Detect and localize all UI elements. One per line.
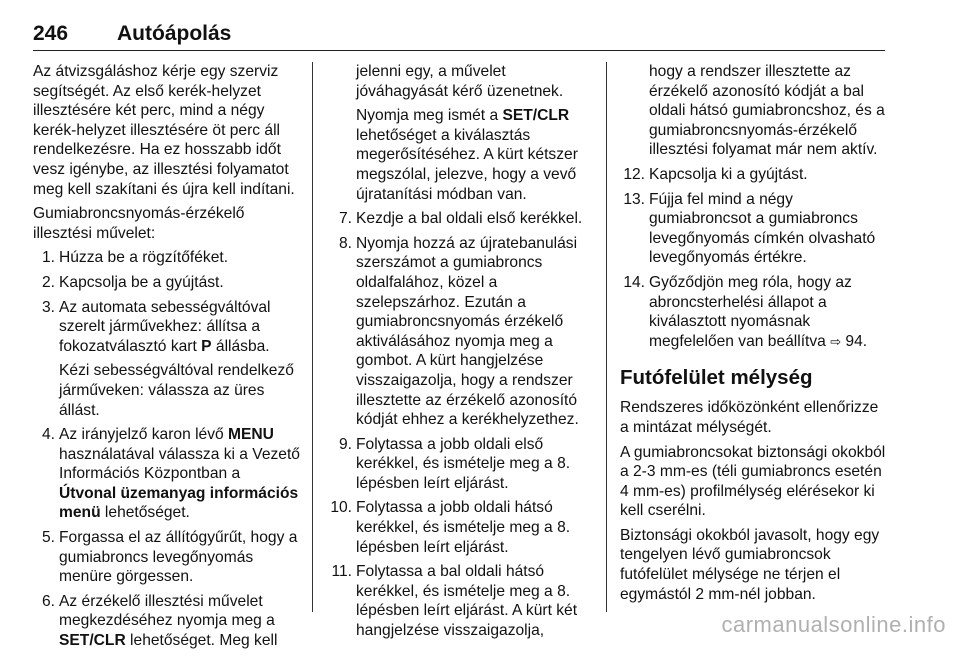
menu-name: Útvonal üzemanyag információs menü: [59, 484, 299, 522]
step-text: Folytassa a jobb oldali hátsó kerékkel, és ismételje meg a 8. lépésben leírt eljárást.: [356, 499, 571, 556]
procedure-steps: [33, 248, 301, 356]
step-text: [649, 273, 888, 352]
step-8: [329, 234, 591, 430]
watermark: carmanualsonline.info: [721, 612, 946, 637]
text-run: lehetőséget.: [100, 504, 190, 522]
column-divider-2: [606, 62, 607, 612]
step-4: [33, 425, 301, 523]
page-reference-arrow-icon: ⇨: [830, 334, 842, 350]
step-9: [329, 435, 591, 494]
step-text: Kapcsolja be a gyújtást.: [59, 273, 224, 291]
procedure-steps-col3: [620, 165, 888, 352]
page-header: [33, 22, 893, 52]
step-text: Forgassa el az állítógyűrűt, hogy a gumiabroncs levegőnyomás menüre görgessen.: [59, 529, 298, 586]
step-number: 3.: [41, 298, 55, 316]
step-text: [59, 298, 301, 357]
step-13: [620, 190, 888, 268]
step-text: Kapcsolja ki a gyújtást.: [649, 165, 808, 183]
step-text: Folytassa a jobb oldali első kerékkel, és ismételje meg a 8. lépésben leírt eljárást.: [356, 435, 571, 492]
step-number: 4.: [41, 426, 55, 444]
text-run: Az irányjelző karon lévő: [59, 426, 229, 444]
step-5: [33, 528, 301, 587]
column-2: [329, 62, 591, 646]
procedure-title: Gumiabroncsnyomás-érzékelő illesztési művelet:: [33, 205, 245, 242]
step-text: Folytassa a bal oldali hátsó kerékkel, és ismételje meg a 8. lépésben leírt eljárást. A kürt két hangjelzése visszaigazolja,: [356, 563, 578, 640]
step-number: 13.: [623, 190, 645, 208]
header-divider: [33, 50, 885, 51]
page-number: 246: [33, 22, 69, 45]
column-3: [620, 62, 888, 609]
step-number: 14.: [623, 273, 645, 291]
intro-paragraph: Az átvizsgáláshoz kérje egy szerviz segítségét. Az első kerék-helyzet illesztésére két perc, mind a négy kerék-helyzet illesztésére öt perc áll rendelkezésre. Ha ez hosszabb időt vesz igénybe, az illesztési folyamatot meg kell szakítani és újra kell indítani.: [33, 63, 295, 198]
text-run: Az érzékelő illesztési művelet megkezdéséhez nyomja meg a: [59, 592, 275, 630]
tread-paragraph-3: Biztonsági okokból javasolt, hogy egy tengelyen lévő gumiabroncsok futófelület mélysége ne térjen el egymástól 2 mm-nél jobban.: [620, 526, 880, 603]
step-12: [620, 165, 888, 185]
step-3: [33, 298, 301, 357]
procedure-steps-col2: [329, 209, 591, 640]
text-run: állásba.: [211, 337, 270, 355]
step-1: [33, 248, 301, 268]
step-6-continued: jelenni egy, a művelet jóváhagyását kérő üzenetnek.: [356, 63, 564, 100]
step-7: [329, 209, 591, 229]
step-text: Nyomja hozzá az újratebanulási szerszámot a gumiabroncs oldalfalához, közel a szelepszárhoz. Ezután a gumiabroncsnyomás érzékelő aktiválásához nyomja meg a gombot. A kürt hangjelzése visszaigazolja, hogy a rendszer illesztette az érzékelő azonosító kódját ehhez a kerékhelyzethez.: [356, 234, 579, 429]
tread-paragraph-1: Rendszeres időközönként ellenőrizze a mintázat mélységét.: [620, 399, 879, 436]
step-10: [329, 498, 591, 557]
step-number: 7.: [338, 210, 352, 228]
page-reference: 94.: [841, 332, 868, 350]
text-run: lehetőséget a kiválasztás megerősítéséhez. A kürt kétszer megszólal, jelezve, hogy a vevő újratanítási módban van.: [356, 126, 578, 203]
step-number: 5.: [41, 529, 55, 547]
step-2: [33, 273, 301, 293]
step-number: 10.: [330, 499, 352, 517]
text-run: használatával válassza ki a Vezető Információs Központban a: [59, 445, 300, 483]
step-11-continued: hogy a rendszer illesztette az érzékelő azonosító kódját a bal oldali hátsó gumiabroncshoz, és a gumiabroncsnyomás-érzékelő illesztési folyamat már nem aktív.: [649, 63, 885, 159]
step-number: 9.: [338, 435, 352, 453]
text-run: lehetőséget. Meg kell: [125, 632, 278, 650]
step-11: [329, 562, 591, 640]
procedure-steps-cont: [33, 425, 301, 651]
step-text: Húzza be a rögzítőféket.: [59, 249, 229, 267]
step-text: [59, 425, 301, 523]
step-6-confirm: [356, 106, 591, 204]
step-text: Fújja fel mind a négy gumiabroncsot a gumiabroncs levegőnyomás címkén olvasható levegőnyomás értékre.: [649, 190, 876, 267]
text-run: Az automata sebességváltóval szerelt járművekhez: állítsa a fokozatválasztó kart: [59, 298, 271, 355]
text-run: Győződjön meg róla, hogy az abroncsterhelési állapot a kiválasztott nyomásnak megfelelően van beállítva: [649, 273, 852, 350]
tread-depth-heading: Futófelület mélység: [620, 366, 813, 390]
gear-position-p: P: [201, 337, 212, 355]
menu-button-label: MENU: [228, 426, 274, 444]
step-14: [620, 273, 888, 352]
column-divider-1: [312, 62, 313, 612]
step-number: 1.: [41, 249, 55, 267]
set-clr-label: SET/CLR: [502, 107, 570, 125]
step-number: 12.: [623, 165, 645, 183]
step-3-manual-note: Kézi sebességváltóval rendelkező járműveken: válassza az üres állást.: [59, 362, 294, 419]
tread-paragraph-2: A gumiabroncsokat biztonsági okokból a 2-3 mm-es (téli gumiabroncs esetén 4 mm-es) profilmélység elérésekor ki kell cserélni.: [620, 443, 886, 520]
column-1: [33, 62, 301, 656]
set-clr-label: SET/CLR: [59, 632, 126, 650]
section-title: Autóápolás: [117, 22, 232, 45]
step-number: 6.: [41, 592, 55, 610]
text-run: Nyomja meg ismét a: [356, 107, 503, 125]
step-number: 8.: [338, 234, 352, 252]
step-number: 2.: [41, 273, 55, 291]
step-number: 11.: [331, 563, 352, 581]
step-text: Kezdje a bal oldali első kerékkel.: [356, 210, 583, 228]
